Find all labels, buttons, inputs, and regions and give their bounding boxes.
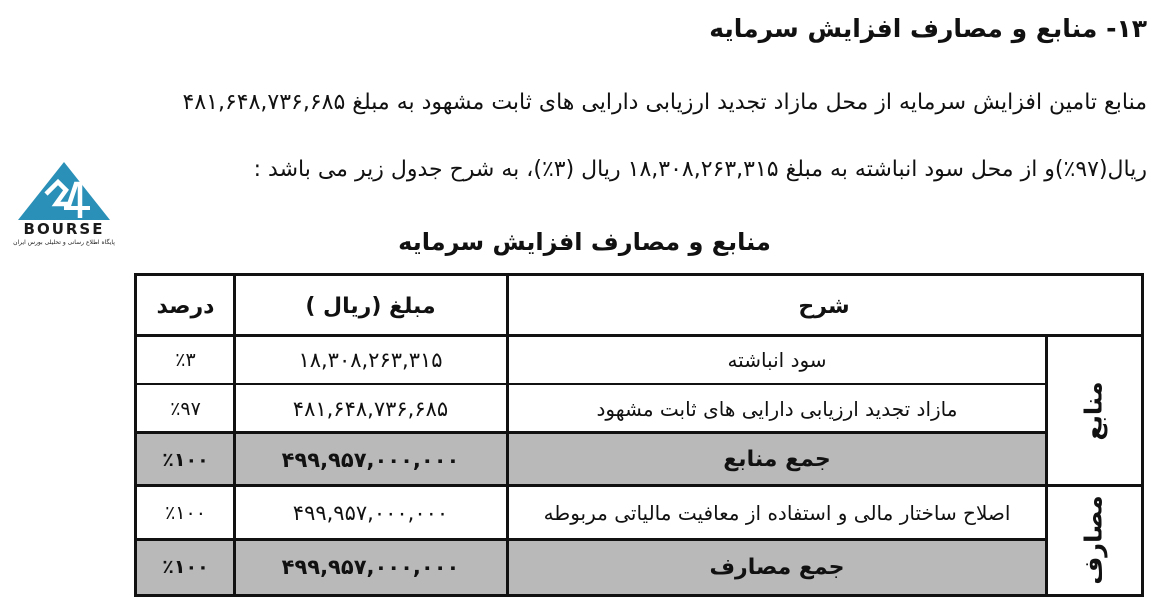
logo-brand-text: BOURSE xyxy=(23,220,105,238)
table-row-percent: ٪۱۰۰ xyxy=(165,502,206,524)
table-divider xyxy=(137,334,1141,337)
table-divider xyxy=(137,484,1141,487)
logo-subtitle: پایگاه اطلاع رسانی و تحلیلی بورس ایران xyxy=(13,239,115,246)
table-divider xyxy=(233,276,236,594)
table-row-amount: ۱۸,۳۰۸,۲۶۳,۳۱۵ xyxy=(298,348,443,372)
capital-increase-table xyxy=(134,273,1144,597)
table-row-amount: ۴۸۱,۶۴۸,۷۳۶,۶۸۵ xyxy=(292,396,449,421)
table-row-percent: ٪۹۷ xyxy=(170,397,201,420)
header-amount: مبلغ (ریال ) xyxy=(305,293,436,319)
uses-total-percent: ٪۱۰۰ xyxy=(137,540,234,594)
table-row-amount: ۴۹۹,۹۵۷,۰۰۰,۰۰۰ xyxy=(292,501,449,525)
table-divider xyxy=(506,276,509,594)
paragraph-line-1: منابع تامین افزایش سرمایه از محل مازاد تجدید ارزیابی دارایی های ثابت مشهود به مبلغ ۴۸۱,۶۴۸,۷۳۶,۶۸۵ xyxy=(182,90,1147,115)
table-title: منابع و مصارف افزایش سرمایه xyxy=(398,228,771,256)
section-heading: ۱۳- منابع و مصارف افزایش سرمایه xyxy=(709,14,1147,43)
paragraph-line-2: ریال(۹۷٪)و از محل سود انباشته به مبلغ ۱۸,۳۰۸,۲۶۳,۳۱۵ ریال (۳٪)، به شرح جدول زیر می باشد : xyxy=(253,157,1147,182)
table-row-description: مازاد تجدید ارزیابی دارایی های ثابت مشهود xyxy=(596,396,958,421)
table-row-description: اصلاح ساختار مالی و استفاده از معافیت مالیاتی مربوطه xyxy=(543,501,1011,525)
uses-total-description: جمع مصارف xyxy=(507,540,1047,594)
table-divider xyxy=(1045,334,1048,594)
header-percent: درصد xyxy=(156,293,215,319)
table-divider xyxy=(137,538,1047,541)
sources-group-label: منابع xyxy=(1080,381,1109,441)
sources-total-amount: ۴۹۹,۹۵۷,۰۰۰,۰۰۰ xyxy=(234,433,507,486)
table-row-description: سود انباشته xyxy=(727,348,827,372)
table-row-percent: ٪۳ xyxy=(175,349,196,371)
bourse-logo-icon xyxy=(6,160,122,222)
header-description: شرح xyxy=(798,293,850,319)
sources-total-percent: ٪۱۰۰ xyxy=(137,433,234,486)
sources-total-description: جمع منابع xyxy=(507,433,1047,486)
uses-group-label: مصارف xyxy=(1080,495,1108,585)
table-divider xyxy=(137,383,1047,385)
table-divider xyxy=(137,431,1047,434)
uses-total-amount: ۴۹۹,۹۵۷,۰۰۰,۰۰۰ xyxy=(234,540,507,594)
